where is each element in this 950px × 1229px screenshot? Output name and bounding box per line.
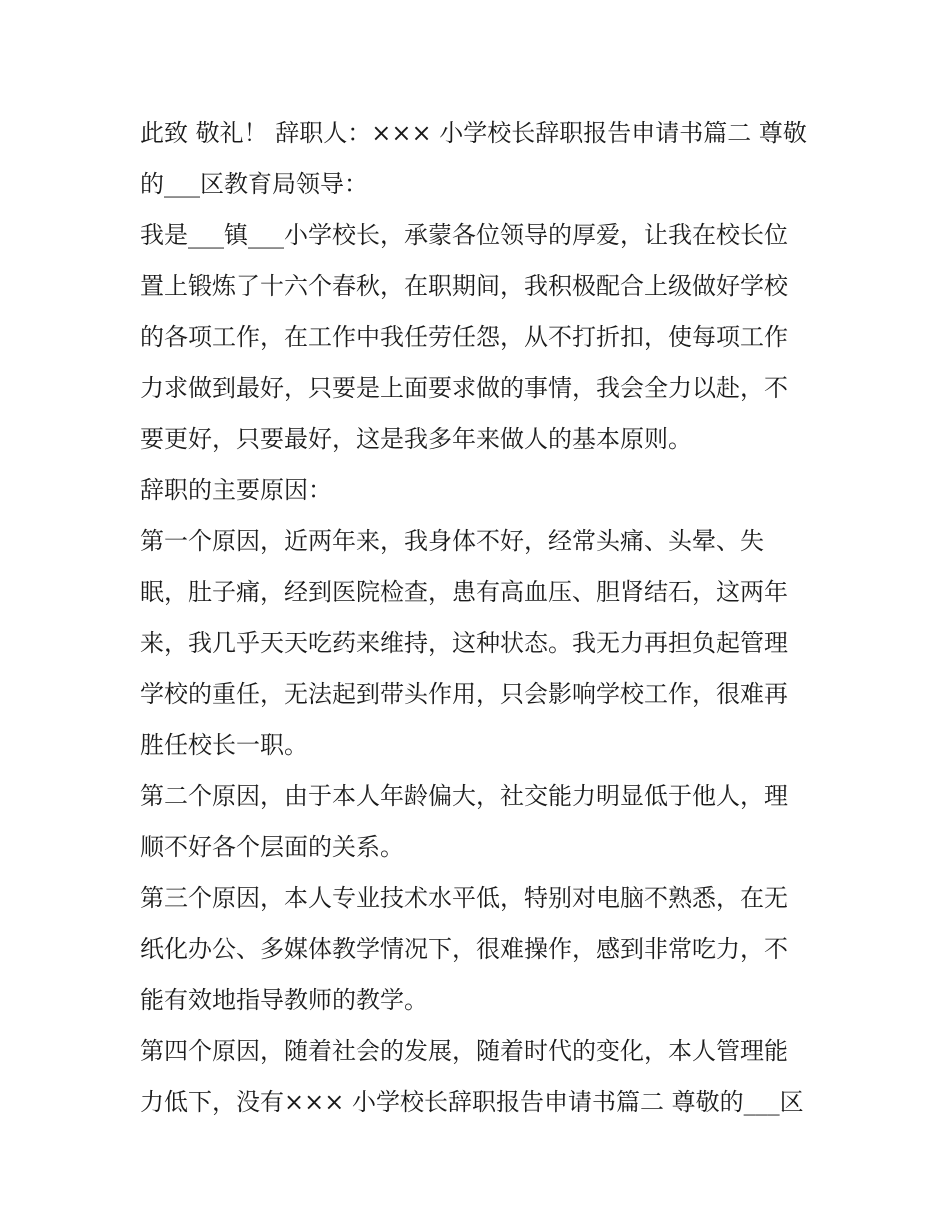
text-line: 胜任校长一职。 bbox=[140, 731, 308, 759]
text-line: 能有效地指导教师的教学。 bbox=[140, 986, 428, 1014]
text-line: 来，我几乎天天吃药来维持，这种状态。我无力再担负起管理 bbox=[140, 629, 788, 657]
text-line: 要更好，只要最好，这是我多年来做人的基本原则。 bbox=[140, 425, 692, 453]
text-line: 置上锻炼了十六个春秋，在职期间，我积极配合上级做好学校 bbox=[140, 272, 788, 300]
text-line: 此致 敬礼！ 辞职人：××× 小学校长辞职报告申请书篇二 尊敬 bbox=[140, 119, 807, 147]
text-line: 顺不好各个层面的关系。 bbox=[140, 833, 404, 861]
text-line: 的各项工作，在工作中我任劳任怨，从不打折扣，使每项工作 bbox=[140, 323, 788, 351]
text-line: 学校的重任，无法起到带头作用，只会影响学校工作，很难再 bbox=[140, 680, 788, 708]
text-line: 第三个原因，本人专业技术水平低，特别对电脑不熟悉，在无 bbox=[140, 884, 788, 912]
text-line: 第一个原因，近两年来，我身体不好，经常头痛、头晕、失 bbox=[140, 527, 764, 555]
text-line: 第四个原因，随着社会的发展，随着时代的变化，本人管理能 bbox=[140, 1037, 788, 1065]
text-line: 眠，肚子痛，经到医院检查，患有高血压、胆肾结石，这两年 bbox=[140, 578, 788, 606]
text-line: 我是___镇___小学校长，承蒙各位领导的厚爱，让我在校长位 bbox=[140, 221, 788, 249]
text-line: 的___区教育局领导： bbox=[140, 170, 368, 198]
text-line: 纸化办公、多媒体教学情况下，很难操作，感到非常吃力，不 bbox=[140, 935, 788, 963]
text-line: 辞职的主要原因： bbox=[140, 476, 332, 504]
text-line: 力求做到最好，只要是上面要求做的事情，我会全力以赴，不 bbox=[140, 374, 788, 402]
text-line: 力低下，没有××× 小学校长辞职报告申请书篇二 尊敬的___区 bbox=[140, 1088, 804, 1116]
document-body bbox=[140, 108, 812, 1128]
text-line: 第二个原因，由于本人年龄偏大，社交能力明显低于他人，理 bbox=[140, 782, 788, 810]
